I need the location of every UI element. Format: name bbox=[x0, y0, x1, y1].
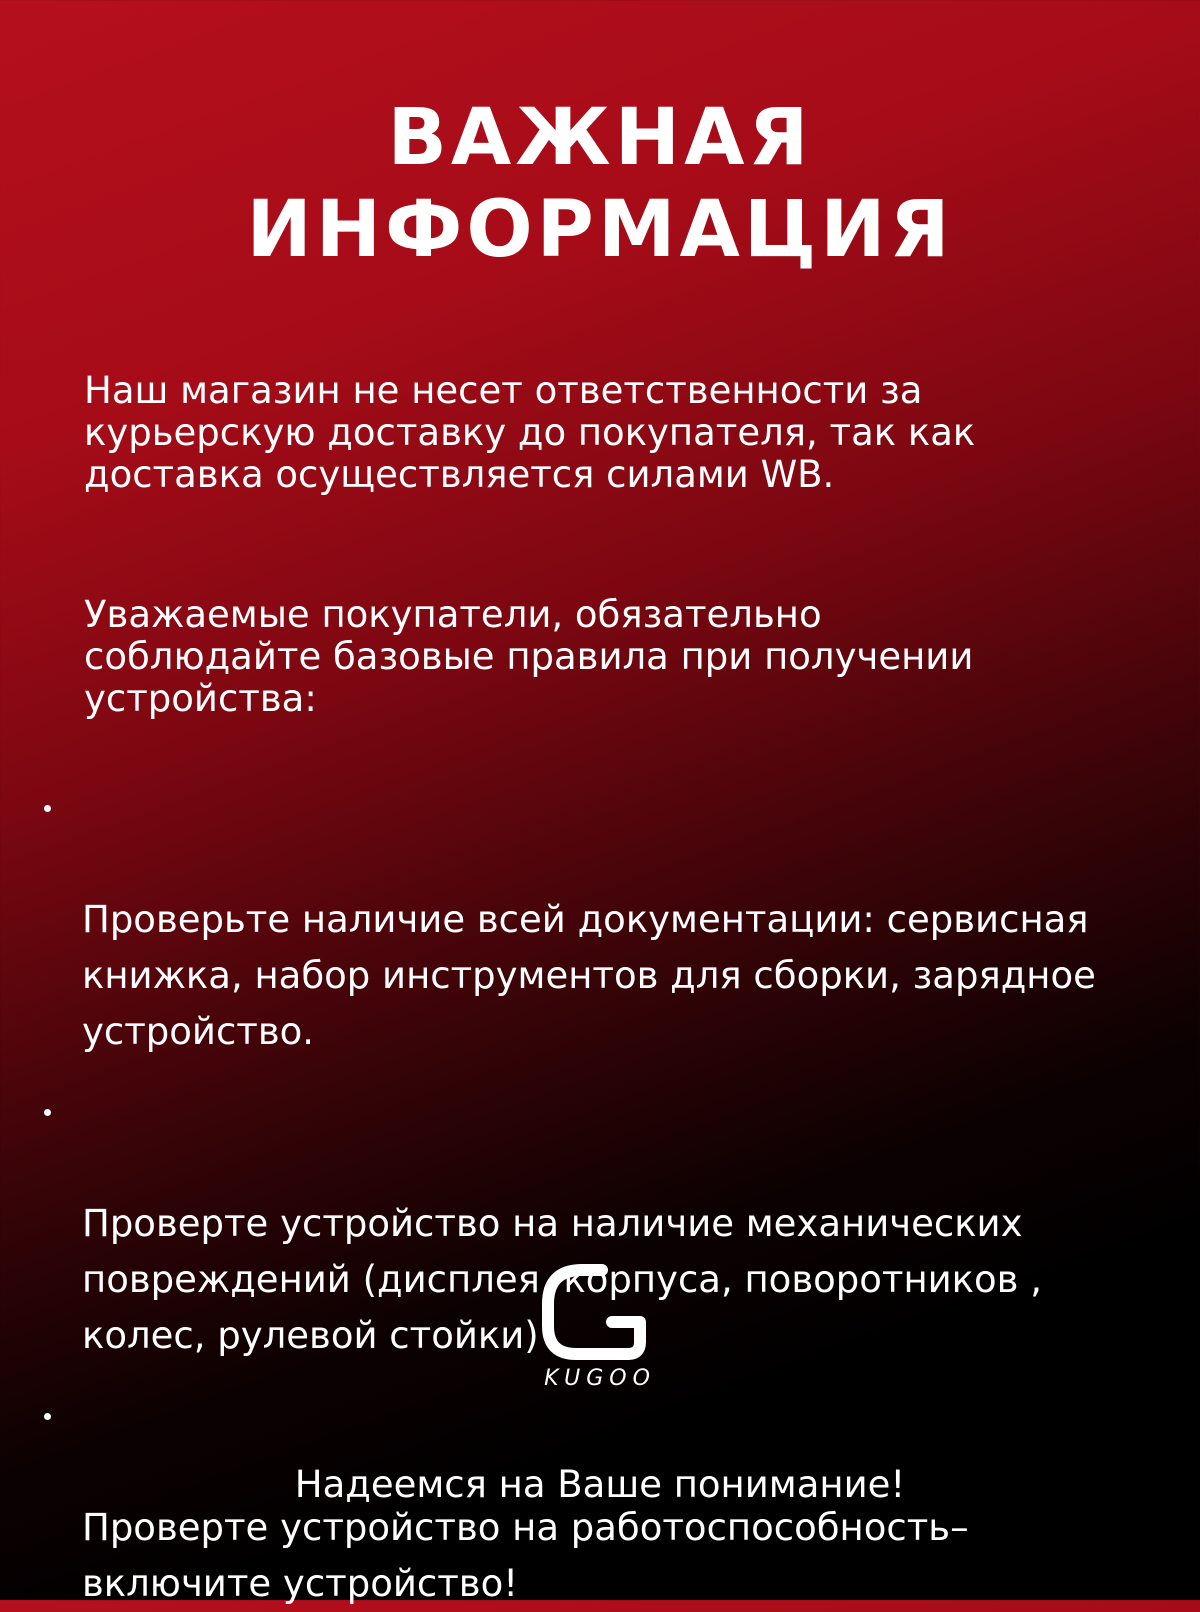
page-title-line-2: ИНФОРМАЦИЯ bbox=[246, 185, 954, 275]
page-title bbox=[0, 92, 1200, 276]
kugoo-logo bbox=[510, 1260, 690, 1392]
kugoo-logo-text: KUGOO bbox=[544, 1366, 656, 1391]
rule-damage-check: Проверте устройство на наличие механических повреждений (дисплея, корпуса, поворотников , колес, рулевой стойки) bbox=[82, 1202, 1042, 1357]
customer-rules-intro: Уважаемые покупатели, обязательно соблюдайте базовые правила при получении устройства: bbox=[84, 593, 974, 720]
kugoo-g-logo-icon bbox=[510, 1260, 690, 1360]
rule-documentation: Проверьте наличие всей документации: сервисная книжка, набор инструментов для сборки, зарядное устройство. bbox=[82, 898, 1096, 1053]
delivery-disclaimer: Наш магазин не несет ответственности за курьерскую доставку до покупателя, так как доставка осуществляется силами WB. bbox=[84, 369, 976, 496]
bullet-dot-icon bbox=[44, 1413, 51, 1420]
bullet-dot-icon bbox=[44, 1109, 51, 1116]
bullet-dot-icon bbox=[44, 805, 51, 812]
closing-message: Надеемся на Ваше понимание! bbox=[294, 1463, 906, 1506]
page-title-line-1: ВАЖНАЯ bbox=[387, 93, 813, 183]
list-item bbox=[40, 780, 1170, 1060]
rule-function-check: Проверте устройство на работоспособность– включите устройство! bbox=[82, 1506, 969, 1605]
